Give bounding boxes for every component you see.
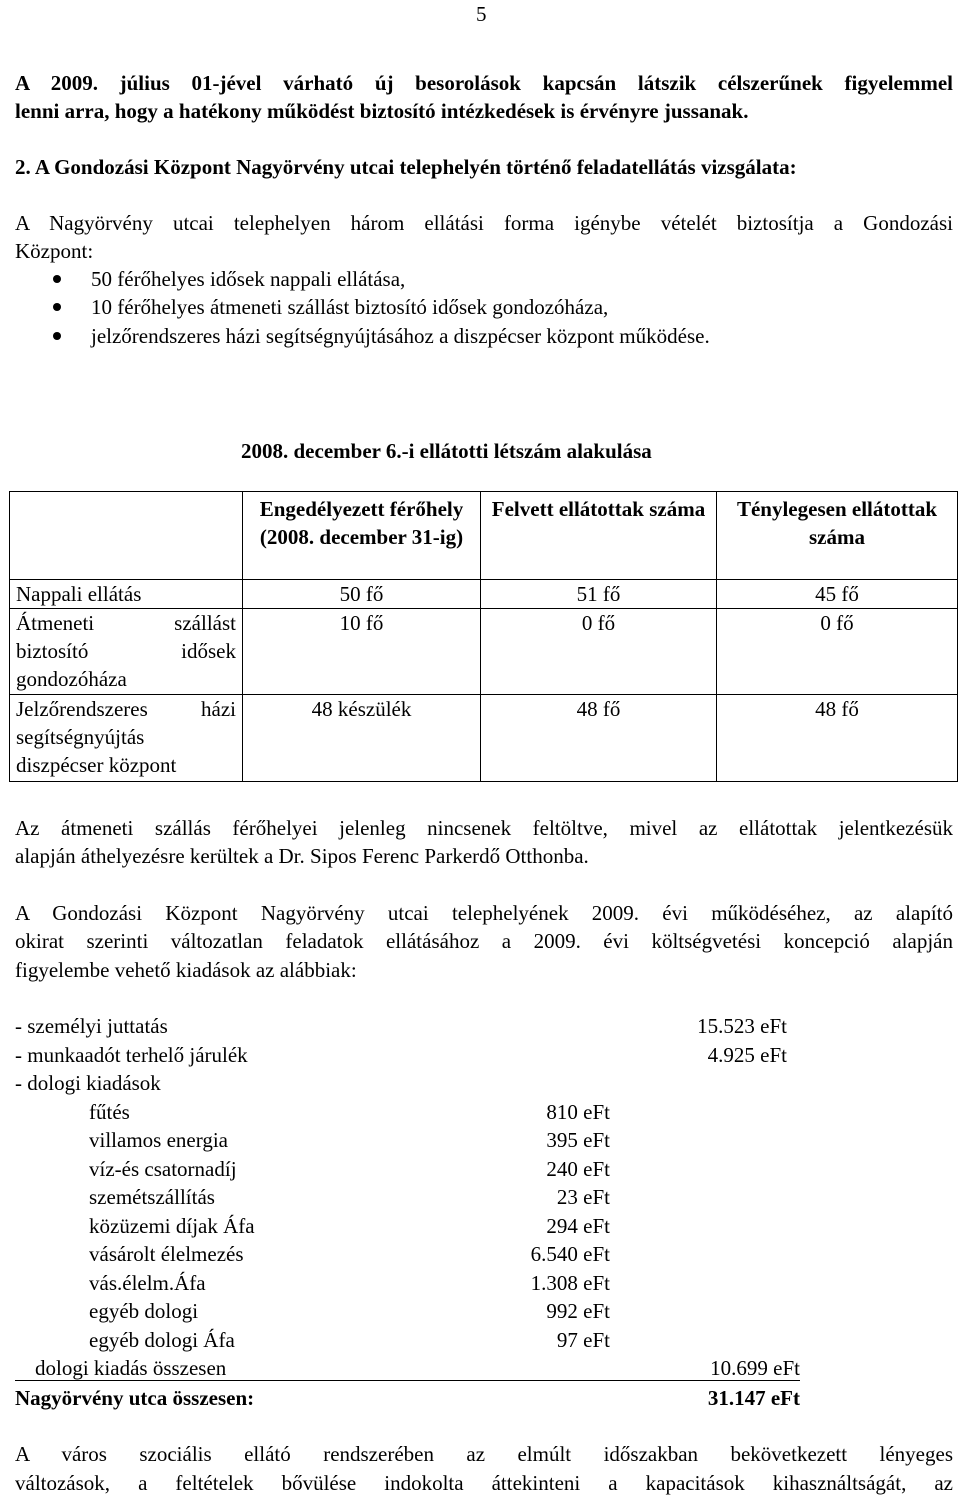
- budget-intro-line-1: A Gondozási Központ Nagyörvény utcai telephelyének 2009. évi működéséhez, az alapító: [15, 901, 953, 925]
- budget-label-employer: - munkaadót terhelő járulék: [15, 1043, 248, 1067]
- table-title: 2008. december 6.-i ellátotti létszám alakulása: [241, 439, 652, 463]
- bullet-dot-icon: [53, 303, 61, 311]
- section-paragraph-line-2: Központ:: [15, 239, 94, 263]
- closing-line-1: A város szociális ellátó rendszerében az elmúlt időszakban bekövetkezett lényeges: [15, 1442, 953, 1466]
- budget-grand-total-label: Nagyörvény utca összesen:: [15, 1386, 255, 1410]
- table-header-row: [10, 492, 958, 580]
- budget-value-employer: 4.925 eFt: [707, 1043, 787, 1067]
- row-authorized: 48 készülék: [243, 695, 481, 782]
- budget-item-label: közüzemi díjak Áfa: [89, 1214, 255, 1238]
- table-row: [10, 695, 958, 782]
- row-label: Nappali ellátás: [10, 580, 243, 609]
- budget-item-value: 992 eFt: [546, 1299, 610, 1323]
- bullet-dot-icon: [53, 275, 61, 283]
- budget-item-label: fűtés: [89, 1100, 130, 1124]
- intro-line-2: lenni arra, hogy a hatékony működést biztosító intézkedések is érvényre jussanak.: [15, 99, 749, 123]
- budget-intro-line-2: okirat szerinti változatlan feladatok ellátásához a 2009. évi költségvetési koncepció alapján: [15, 929, 953, 953]
- budget-value-personal: 15.523 eFt: [697, 1014, 787, 1038]
- budget-grand-total-value: 31.147 eFt: [707, 1386, 800, 1410]
- budget-item-value: 1.308 eFt: [530, 1271, 610, 1295]
- header-cell-admitted: Felvett ellátottak száma: [481, 492, 717, 580]
- budget-item-label: egyéb dologi: [89, 1299, 199, 1323]
- budget-item-label: vásárolt élelmezés: [89, 1242, 244, 1266]
- budget-item-value: 240 eFt: [546, 1157, 610, 1181]
- row-actual: 0 fő: [717, 609, 958, 695]
- closing-line-2: változások, a feltételek bővülése indokolta áttekinteni a kapacitások kihasználtságát, az: [15, 1471, 953, 1495]
- budget-material-total-label: dologi kiadás összesen: [35, 1356, 227, 1380]
- budget-item-value: 395 eFt: [546, 1128, 610, 1152]
- budget-material-total-value: 10.699 eFt: [710, 1356, 800, 1380]
- note-line-1: Az átmeneti szállás férőhelyei jelenleg nincsenek feltöltve, mivel az ellátottak jelentkezésük: [15, 816, 953, 840]
- row-label: Jelzőrendszeres házi segítségnyújtás diszpécser központ: [10, 695, 243, 782]
- bullet-text: 10 férőhelyes átmeneti szállást biztosító idősek gondozóháza,: [91, 295, 609, 319]
- row-authorized: 10 fő: [243, 609, 481, 695]
- table-row: [10, 609, 958, 695]
- budget-item-label: egyéb dologi Áfa: [89, 1328, 235, 1352]
- bullet-dot-icon: [53, 332, 61, 340]
- section-heading: 2. A Gondozási Központ Nagyörvény utcai telephelyén történő feladatellátás vizsgálata:: [15, 155, 797, 179]
- page-number: 5: [476, 2, 487, 26]
- budget-item-value: 23 eFt: [556, 1185, 610, 1209]
- intro-line-1: A 2009. július 01-jével várható új besorolások kapcsán látszik célszerűnek figyelemmel: [15, 71, 953, 95]
- row-actual: 45 fő: [717, 580, 958, 609]
- budget-item-value: 810 eFt: [546, 1100, 610, 1124]
- budget-item-value: 6.540 eFt: [530, 1242, 610, 1266]
- section-paragraph-line-1: A Nagyörvény utcai telephelyen három ellátási forma igénybe vételét biztosítja a Gondozási: [15, 211, 953, 235]
- header-cell-authorized: Engedélyezett férőhely (2008. december 31-ig): [243, 492, 481, 580]
- row-admitted: 51 fő: [481, 580, 717, 609]
- budget-item-label: villamos energia: [89, 1128, 228, 1152]
- row-label: Átmeneti szállást biztosító idősek gondozóháza: [10, 609, 243, 695]
- row-actual: 48 fő: [717, 695, 958, 782]
- budget-item-label: vás.élelm.Áfa: [89, 1271, 206, 1295]
- budget-label-material: - dologi kiadások: [15, 1071, 161, 1095]
- budget-item-value: 97 eFt: [556, 1328, 610, 1352]
- header-cell-actual: Ténylegesen ellátottak száma: [717, 492, 958, 580]
- budget-item-label: szemétszállítás: [89, 1185, 215, 1209]
- budget-label-personal: - személyi juttatás: [15, 1014, 168, 1038]
- budget-intro-line-3: figyelembe vehető kiadások az alábbiak:: [15, 958, 357, 982]
- budget-item-value: 294 eFt: [546, 1214, 610, 1238]
- bullet-text: jelzőrendszeres házi segítségnyújtásához a diszpécser központ működése.: [91, 324, 710, 348]
- total-divider: [15, 1380, 800, 1381]
- row-admitted: 48 fő: [481, 695, 717, 782]
- row-admitted: 0 fő: [481, 609, 717, 695]
- budget-item-label: víz-és csatornadíj: [89, 1157, 237, 1181]
- header-cell-label: [10, 492, 243, 580]
- bullet-text: 50 férőhelyes idősek nappali ellátása,: [91, 267, 406, 291]
- table-row: [10, 580, 958, 609]
- note-line-2: alapján áthelyezésre kerültek a Dr. Sipos Ferenc Parkerdő Otthonba.: [15, 844, 589, 868]
- row-authorized: 50 fő: [243, 580, 481, 609]
- capacity-table: [9, 491, 958, 782]
